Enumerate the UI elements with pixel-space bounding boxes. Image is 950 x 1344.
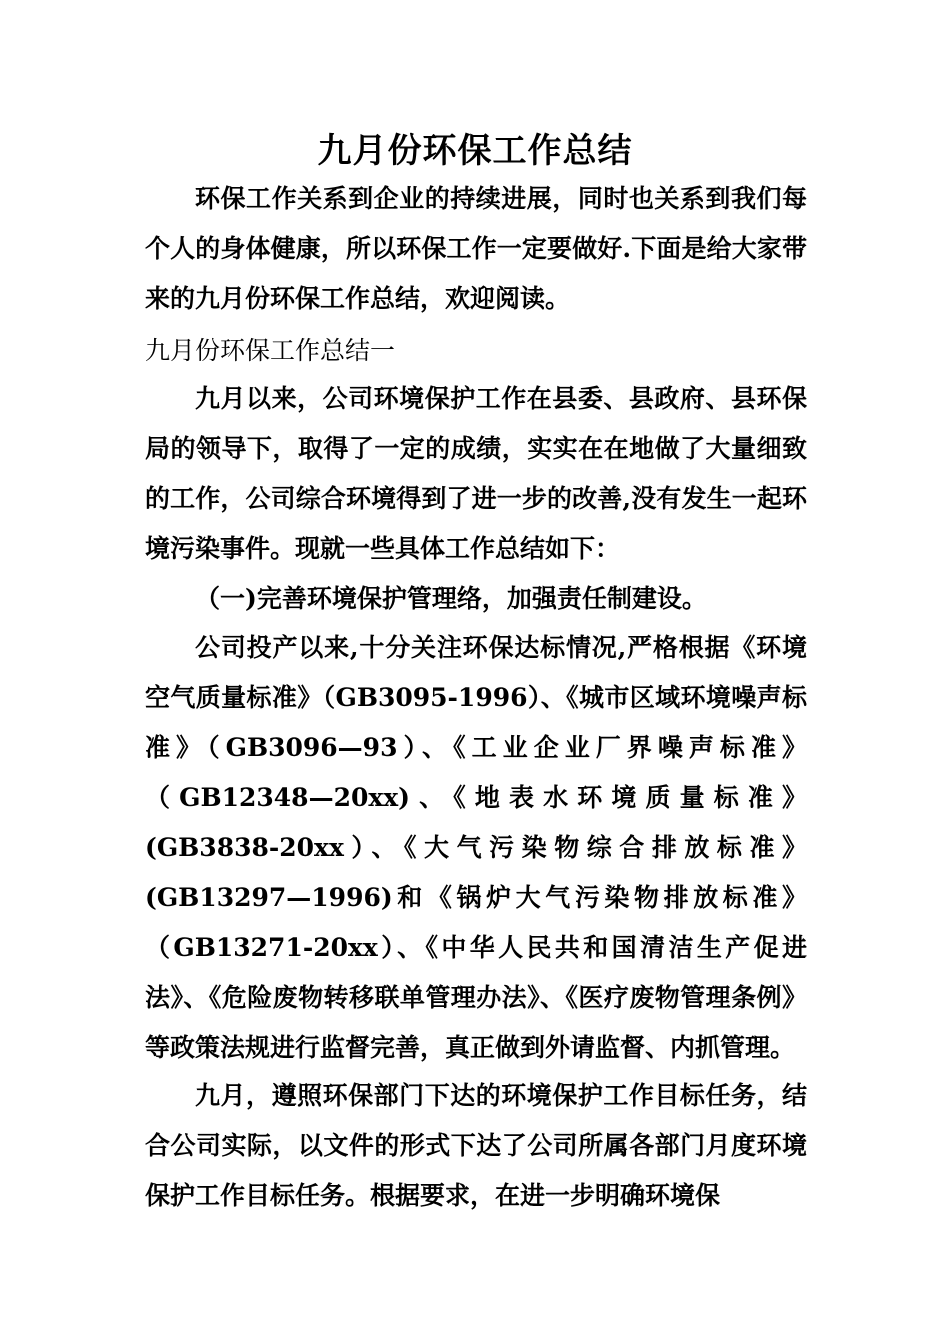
intro-paragraph: 环保工作关系到企业的持续进展，同时也关系到我们每个人的身体健康，所以环保工作一定要做好.下面是给大家带来的九月份环保工作总结，欢迎阅读。 [145, 184, 807, 313]
section-title: 九月份环保工作总结一 [145, 336, 396, 365]
paragraph-2: 公司投产以来,十分关注环保达标情况,严格根据《环境空气质量标准》（GB3095-1996）、《城市区域环境噪声标准》（GB3096—93）、《工业企业厂界噪声标准》（GB12348—20xx)、《地表水环境质量标准》(GB3838-20xx）、《大气污染物综合排放标准》(GB13297—1996)和《锅炉大气污染物排放标准》（GB13271-20xx）、《中华人民共和国清洁生产促进法》、《危险废物转移联单管理办法》、《医疗废物管理条例》等政策法规进行监督完善，真正做到外请监督、内抓管理。 [145, 633, 807, 1062]
paragraph-1: 九月以来，公司环境保护工作在县委、县政府、县环保局的领导下，取得了一定的成绩，实实在在地做了大量细致的工作，公司综合环境得到了进一步的改善,没有发生一起环境污染事件。现就一些具体工作总结如下： [145, 384, 807, 563]
subheading-1: （一)完善环境保护管理络，加强责任制建设。 [195, 584, 707, 613]
paragraph-3: 九月，遵照环保部门下达的环境保护工作目标任务，结合公司实际，以文件的形式下达了公司所属各部门月度环境保护工作目标任务。根据要求，在进一步明确环境保 [145, 1081, 807, 1210]
document-title: 九月份环保工作总结 [317, 131, 633, 171]
